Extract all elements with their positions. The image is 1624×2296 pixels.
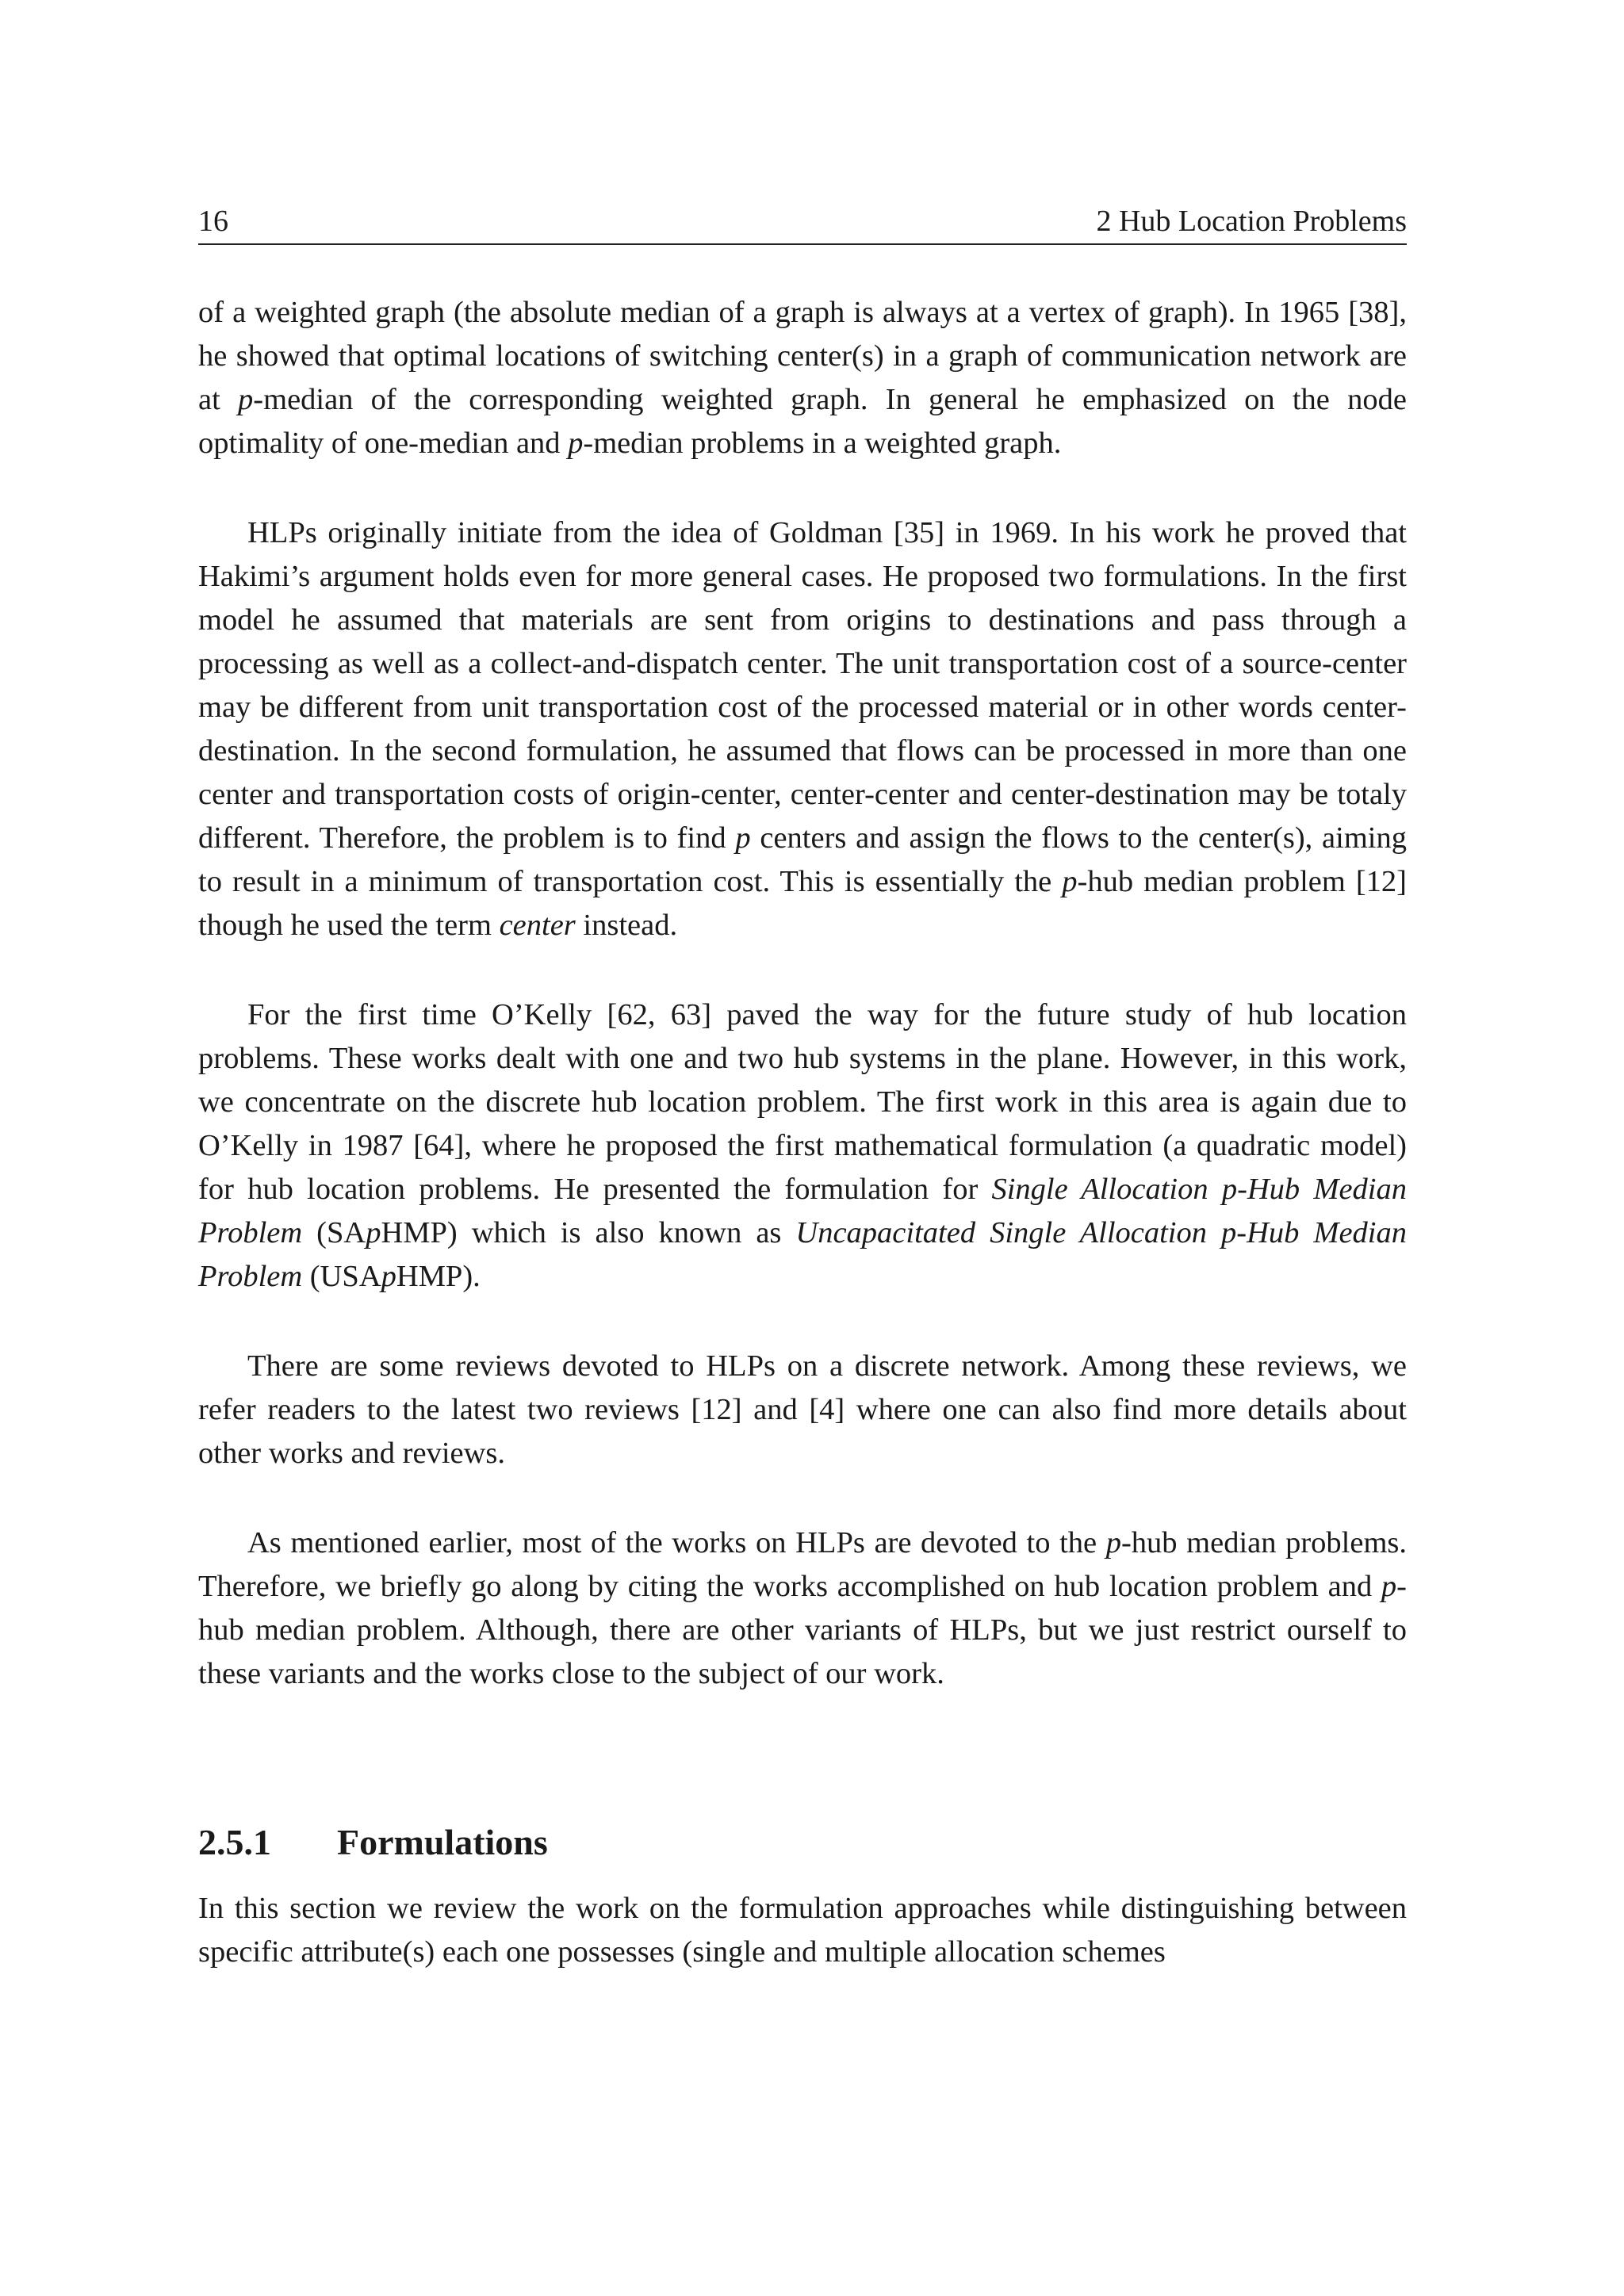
- section-title: Formulations: [337, 1822, 548, 1862]
- section-heading: [198, 1819, 1407, 1866]
- text-run: HLPs originally initiate from the idea of Goldman [35] in 1969. In his work he proved that Hakimi’s argument holds even for more general cases. He proposed two formulations. In the first model he assumed that materials are sent from origins to destinations and pass through a processing as well as a collect-and-dispatch center. The unit transportation cost of a source-center may be different from unit transportation cost of the processed material or in other words center-destination. In the second formulation, he assumed that flows can be processed in more than one center and transportation costs of origin-center, center-center and center-destination may be totaly different. Therefore, the problem is to find: [198, 516, 1407, 855]
- italic-text: Single Allocation p-Hub Median Problem: [198, 1173, 1407, 1249]
- text-run: There are some reviews devoted to HLPs on a discrete network. Among these reviews, we refer readers to the latest two reviews [12] and [4] where one can also find more details about other works and reviews.: [198, 1349, 1407, 1470]
- text-run: centers and assign the flows to the center(s), aiming to result in a minimum of transportation cost. This is essentially the: [198, 821, 1407, 898]
- paragraph: [198, 993, 1407, 1299]
- text-run: HMP).: [396, 1260, 481, 1293]
- text-run: As mentioned earlier, most of the works on HLPs are devoted to the: [247, 1526, 1106, 1559]
- page-number: 16: [198, 205, 228, 238]
- paragraph: [198, 291, 1407, 465]
- page: [198, 202, 1407, 1974]
- italic-text: p: [1105, 1526, 1121, 1559]
- italic-text: p: [1062, 865, 1078, 898]
- text-run: instead.: [575, 909, 678, 942]
- running-header: [198, 202, 1407, 245]
- text-run: HMP) which is also known as: [381, 1216, 796, 1249]
- italic-text: center: [499, 909, 576, 942]
- italic-text: p: [238, 383, 254, 416]
- text-run: (SA: [302, 1216, 366, 1249]
- italic-text: Uncapacitated Single Allocation p-Hub Median Problem: [198, 1216, 1407, 1293]
- text-run: -hub median problem. Although, there are other variants of HLPs, but we just restrict ourself to these variants and the works close to the subject of our work.: [198, 1570, 1407, 1690]
- italic-text: p: [366, 1216, 381, 1249]
- paragraph: [198, 1521, 1407, 1696]
- text-run: (USA: [302, 1260, 381, 1293]
- text-run: For the first time O’Kelly [62, 63] paved the way for the future study of hub location problems. These works dealt with one and two hub systems in the plane. However, in this work, we concentrate on the discrete hub location problem. The first work in this area is again due to O’Kelly in 1987 [64], where he proposed the first mathematical formulation (a quadratic model) for hub location problems. He presented the formulation for: [198, 998, 1407, 1206]
- paragraph: [198, 1345, 1407, 1475]
- section-number: 2.5.1: [198, 1822, 271, 1862]
- section-paragraph: In this section we review the work on the formulation approaches while distinguishing between specific attribute(s) each one possesses (single and multiple allocation schemes: [198, 1892, 1407, 1969]
- text-run: of a weighted graph (the absolute median of a graph is always at a vertex of graph). In 1965 [38], he showed that optimal locations of switching center(s) in a graph of communication network are at: [198, 296, 1407, 416]
- text-run: -median of the corresponding weighted graph. In general he emphasized on the node optimality of one-median and: [198, 383, 1407, 460]
- text-run: -hub median problems. Therefore, we briefly go along by citing the works accomplished on hub location problem and: [198, 1526, 1407, 1603]
- text-run: -median problems in a weighted graph.: [583, 427, 1062, 460]
- italic-text: p: [735, 821, 751, 855]
- paragraph: [198, 511, 1407, 947]
- chapter-title: 2 Hub Location Problems: [1096, 205, 1407, 238]
- italic-text: p: [1381, 1570, 1397, 1603]
- italic-text: p: [568, 427, 584, 460]
- text-run: -hub median problem [12] though he used the term: [198, 865, 1407, 942]
- italic-text: p: [381, 1260, 396, 1293]
